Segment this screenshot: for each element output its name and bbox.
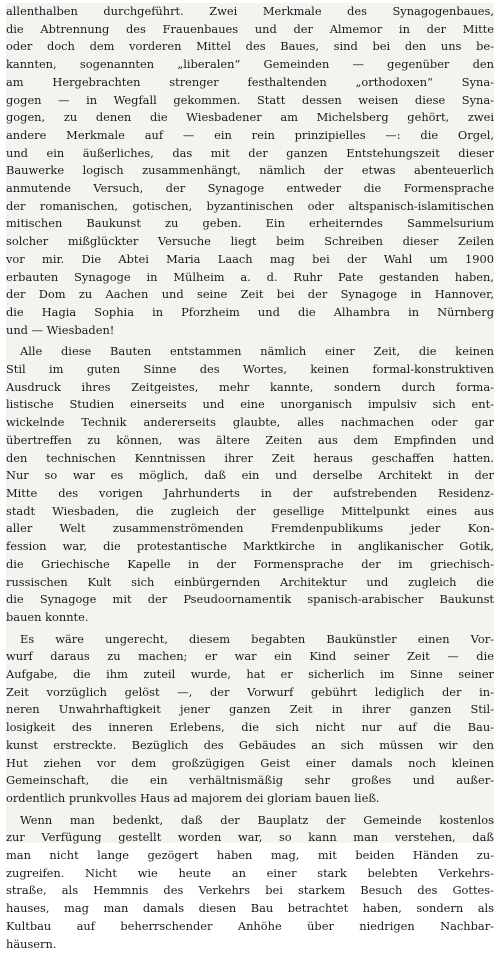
text-line: listische Studien einerseits und eine unorganisch impulsiv sich ent-	[6, 397, 494, 412]
text-line: man nicht lange gezögert haben mag, mit beiden Händen zu-	[6, 848, 494, 863]
paragraph	[6, 631, 494, 808]
text-line: zur Verfügung gestellt worden war, so kann man verstehen, daß	[6, 830, 494, 845]
text-line: die Griechische Kapelle in der Formensprache der im griechisch-	[6, 556, 494, 571]
text-line: Bauwerke logisch zusammenhängt, nämlich der etwas abenteuerlich	[6, 163, 494, 178]
text-line: der romanischen, gotischen, byzantinischen oder altspanisch-islamitischen	[6, 198, 494, 213]
text-line: Zeit vorzüglich gelöst —, der Vorwurf gebührt lediglich der in-	[6, 684, 494, 699]
text-line: neren Unwahrhaftigkeit jener ganzen Zeit in ihrer ganzen Stil-	[6, 702, 494, 717]
text-line: Hut ziehen vor dem großzügigen Geist einer damals noch kleinen	[6, 755, 494, 770]
text-line: die Abtrennung des Frauenbaues und der Almemor in der Mitte	[6, 21, 494, 36]
text-line: straße, als Hemmnis des Verkehrs bei starkem Besuch des Gottes-	[6, 883, 494, 898]
text-line: kunst erstreckte. Bezüglich des Gebäudes an sich müssen wir den	[6, 737, 494, 752]
text-line: die Synagoge mit der Pseudoornamentik spanisch-arabischer Baukunst	[6, 592, 494, 607]
text-line: Ausdruck ihres Zeitgeistes, mehr kannte, sondern durch forma-	[6, 379, 494, 394]
text-line: aller Welt zusammenströmenden Fremdenpublikums jeder Kon-	[6, 521, 494, 536]
text-line: allenthalben durchgeführt. Zwei Merkmale des Synagogenbaues,	[6, 4, 494, 18]
text-line: solcher mißglückter Versuche liegt beim Schreiben dieser Zeilen	[6, 234, 494, 249]
text-line: am Hergebrachten strenger festhaltenden „orthodoxen“ Syna-	[6, 74, 494, 89]
text-line: die Hagia Sophia in Pforzheim und die Alhambra in Nürnberg	[6, 304, 494, 319]
text-line: Kultbau auf beherrschender Anhöhe über niedrigen Nachbar-	[6, 918, 494, 933]
text-line: gogen, zu denen die Wiesbadener am Michelsberg gehört, zwei	[6, 110, 494, 125]
text-line: anmutende Versuch, der Synagoge entweder die Formensprache	[6, 181, 494, 196]
text-line: und — Wiesbaden!	[6, 322, 115, 337]
text-line: erbauten Synagoge in Mülheim a. d. Ruhr Pate gestanden haben,	[6, 269, 494, 284]
text-line: der Dom zu Aachen und seine Zeit bei der Synagoge in Hannover,	[6, 287, 494, 302]
text-line: Mitte des vorigen Jahrhunderts in der aufstrebenden Residenz-	[6, 485, 494, 500]
paragraph	[6, 343, 494, 626]
text-line: mitischen Baukunst zu geben. Ein erheiterndes Sammelsurium	[6, 216, 494, 231]
text-line: Wenn man bedenkt, daß der Bauplatz der Gemeinde kostenlos	[20, 812, 494, 827]
text-line: Stil im guten Sinne des Wortes, keinen formal-konstruktiven	[6, 362, 494, 377]
text-line: russischen Kult sich einbürgernden Architektur und zugleich die	[6, 574, 494, 589]
text-line: andere Merkmale auf — ein rein prinzipielles —: die Orgel,	[6, 127, 494, 142]
text-line: kannten, sogenannten „liberalen“ Gemeinden — gegenüber den	[6, 57, 494, 72]
text-line: stadt Wiesbaden, die zugleich der gesellige Mittelpunkt eines aus	[6, 503, 494, 518]
text-line: Es wäre ungerecht, diesem begabten Baukünstler einen Vor-	[20, 631, 494, 646]
text-line: Gemeinschaft, die ein verhältnismäßig sehr großes und außer-	[6, 773, 494, 788]
text-line: übertreffen zu können, was ältere Zeiten aus dem Empfinden und	[6, 432, 494, 447]
paragraph	[6, 3, 494, 339]
newspaper-column	[6, 3, 494, 951]
text-line: zugreifen. Nicht wie heute an einer stark belebten Verkehrs-	[6, 865, 494, 880]
text-line: hauses, mag man damals diesen Bau betrachtet haben, sondern als	[6, 901, 494, 916]
text-line: vor mir. Die Abtei Maria Laach mag bei der Wahl um 1900	[6, 251, 494, 266]
text-line: Aufgabe, die ihm zuteil wurde, hat er sicherlich im Sinne seiner	[6, 667, 494, 682]
text-line: Alle diese Bauten entstammen nämlich einer Zeit, die keinen	[20, 344, 494, 359]
text-line: ordentlich prunkvolles Haus ad majorem dei gloriam bauen ließ.	[6, 790, 380, 805]
text-line: und ein äußerliches, das mit der ganzen Entstehungszeit dieser	[6, 145, 494, 160]
text-line: wurf daraus zu machen; er war ein Kind seiner Zeit — die	[6, 649, 494, 664]
text-line: wickelnde Technik andererseits glaubte, alles nachmachen oder gar	[6, 415, 494, 430]
text-line: häusern.	[6, 936, 57, 951]
article-body	[6, 3, 494, 953]
text-line: oder doch dem vorderen Mittel des Baues, sind bei den uns be-	[6, 39, 494, 54]
text-line: gogen — in Wegfall gekommen. Statt dessen weisen diese Syna-	[6, 92, 494, 107]
text-line: bauen konnte.	[6, 609, 89, 624]
paragraph	[6, 812, 494, 953]
text-line: fession war, die protestantische Marktkirche in anglikanischer Gotik,	[6, 539, 494, 554]
text-line: losigkeit des inneren Erlebens, die sich nicht nur auf die Bau-	[6, 720, 494, 735]
text-line: den technischen Kenntnissen ihrer Zeit heraus geschaffen hatten.	[6, 450, 494, 465]
text-line: Nur so war es möglich, daß ein und derselbe Architekt in der	[6, 468, 494, 483]
